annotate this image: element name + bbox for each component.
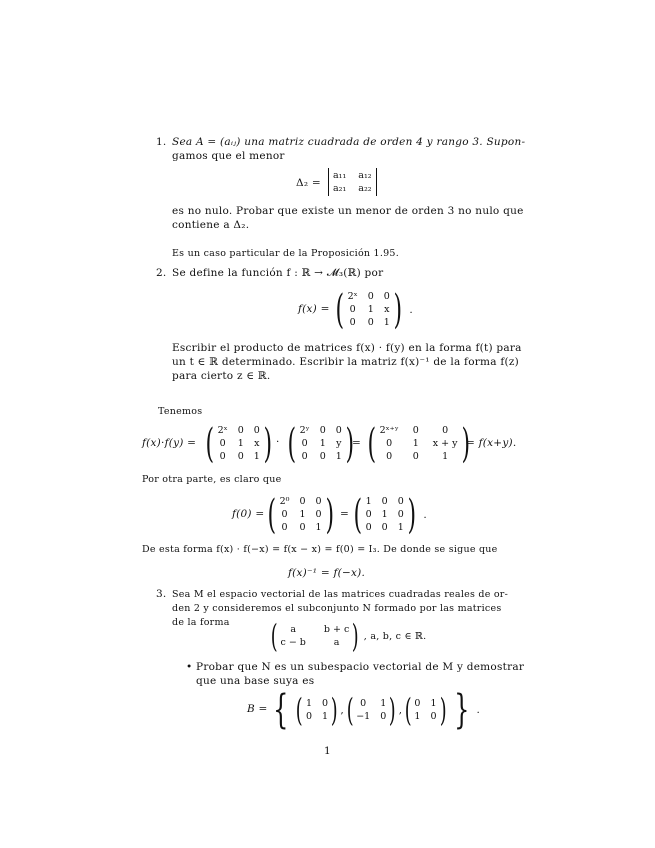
- paren-right: ): [325, 492, 334, 538]
- paren-right: ): [263, 421, 272, 467]
- matrix-grid: [300, 425, 342, 463]
- text-line: Se define la función f : ℝ → 𝓜₃(ℝ) por: [172, 267, 384, 279]
- basis-set: [268, 687, 481, 733]
- cell: a: [333, 636, 340, 648]
- tenemos: Tenemos: [158, 406, 203, 417]
- cell: 0: [380, 710, 387, 722]
- cell: x: [384, 304, 390, 315]
- cell: 1: [253, 451, 260, 462]
- tail: .: [423, 508, 427, 521]
- brace-left: {: [273, 687, 289, 733]
- paren-left: (: [367, 421, 377, 467]
- text-line: contiene a Δ₂.: [172, 219, 250, 231]
- text-line: Por otra parte, es claro que: [142, 474, 282, 485]
- text-line: un t ∈ ℝ determinado. Escribir la matriz f(x)⁻¹ de la forma f(z): [172, 356, 519, 368]
- matrix-grid: [380, 425, 458, 463]
- cell: 0: [386, 438, 393, 449]
- comma: ,: [340, 704, 344, 716]
- page-number: 1: [324, 745, 331, 757]
- paren-left: (: [353, 492, 363, 538]
- cell: 1: [237, 438, 244, 449]
- delta-lhs: Δ₂ =: [296, 177, 321, 189]
- matrix-grid: [414, 698, 436, 723]
- paren-right: ): [352, 617, 359, 655]
- item-number: 2.: [156, 267, 167, 279]
- text-line: para cierto z ∈ ℝ.: [172, 370, 271, 382]
- cell: 1: [367, 304, 374, 315]
- cell: a: [290, 623, 297, 635]
- cell: 0: [381, 496, 388, 507]
- matrix-f: [332, 287, 413, 333]
- det-bar-right: [376, 168, 377, 196]
- det-cell: a₂₁: [333, 182, 347, 194]
- cell: 0: [383, 291, 390, 302]
- matrix-f0: [264, 492, 337, 538]
- determinant: [324, 168, 381, 196]
- cell: 1: [335, 451, 342, 462]
- cell: 0: [237, 451, 244, 462]
- paren-left: (: [296, 691, 304, 729]
- matrix-form: [268, 617, 427, 655]
- cell: 0: [367, 317, 374, 328]
- matrix-identity: [350, 492, 427, 538]
- cell: 1: [430, 697, 437, 709]
- cell: y: [336, 438, 342, 449]
- cell: 1: [414, 710, 421, 722]
- cell: 0: [315, 509, 322, 520]
- det-cell: a₂₂: [358, 182, 372, 194]
- dot-operator: ·: [276, 436, 280, 448]
- cell: 0: [335, 425, 342, 436]
- paren-right: ): [439, 691, 447, 729]
- cell: 2ˣ: [347, 291, 358, 302]
- cell: 0: [349, 304, 356, 315]
- cell: 1: [319, 438, 326, 449]
- text-line: Escribir el producto de matrices f(x) · f(y) en la forma f(t) para: [172, 342, 522, 354]
- cell: 0: [367, 291, 374, 302]
- equals: =: [352, 437, 362, 449]
- cell: 0: [365, 522, 372, 533]
- paren-right: ): [389, 691, 396, 729]
- cell: b + c: [323, 623, 350, 635]
- matrix-fxy: [364, 421, 473, 467]
- cell: −1: [356, 710, 371, 722]
- det-grid: [333, 170, 372, 195]
- bullet: •: [186, 661, 193, 673]
- cell: 0: [301, 438, 308, 449]
- cell: 0: [305, 710, 312, 722]
- cell: 0: [442, 425, 449, 436]
- matrix-fx: [202, 421, 275, 467]
- cell: 0: [397, 496, 404, 507]
- cell: 0: [414, 697, 421, 709]
- inverse-formula: f(x)⁻¹ = f(−x).: [288, 567, 366, 579]
- cell: 0: [301, 451, 308, 462]
- paren-left: (: [346, 691, 354, 729]
- cell: 1: [365, 496, 372, 507]
- cell: c − b: [280, 636, 306, 648]
- cell: x + y: [432, 438, 458, 449]
- paren-right: ): [393, 287, 402, 333]
- paren-right: ): [330, 691, 338, 729]
- cell: 0: [412, 425, 419, 436]
- matrix-grid: [356, 698, 386, 723]
- f0-lhs: f(0) =: [232, 508, 265, 520]
- cell: x: [254, 438, 260, 449]
- text-line: Probar que N es un subespacio vectorial de M y demostrar: [196, 661, 525, 673]
- text-line: de la forma: [172, 617, 230, 628]
- det-cell: a₁₁: [333, 169, 347, 181]
- paren-left: (: [335, 287, 345, 333]
- text-line: que una base suya es: [196, 675, 315, 687]
- cell: 0: [360, 697, 367, 709]
- cell: 1: [383, 317, 390, 328]
- text-line: den 2 y consideremos el subconjunto N formado por las matrices: [172, 603, 502, 614]
- cell: 2⁰: [279, 496, 290, 507]
- cell: 1: [315, 522, 322, 533]
- cell: 0: [365, 509, 372, 520]
- text-line: Sea M el espacio vectorial de las matrices cuadradas reales de or-: [172, 589, 509, 600]
- cell: 1: [380, 697, 387, 709]
- paren-left: (: [404, 691, 412, 729]
- paren-left: (: [267, 492, 277, 538]
- cell: 1: [299, 509, 306, 520]
- cell: 1: [321, 710, 329, 722]
- cell: 0: [253, 425, 260, 436]
- cell: 2ˣ⁺ʸ: [379, 425, 399, 436]
- text-line: De esta forma f(x) · f(−x) = f(x − x) = f(0) = I₃. De donde se sigue que: [142, 544, 498, 555]
- paren-right: ): [461, 421, 470, 467]
- paren-right: ): [345, 421, 354, 467]
- det-cell: a₁₂: [358, 169, 372, 181]
- f-lhs: f(x) =: [298, 303, 330, 315]
- cell: 1: [397, 522, 404, 533]
- cell: 1: [442, 451, 449, 462]
- paren-left: (: [270, 617, 278, 655]
- tail: .: [476, 703, 481, 716]
- matrix-fy: [284, 421, 357, 467]
- text-line: es no nulo. Probar que existe un menor de orden 3 no nulo que: [172, 205, 524, 217]
- matrix-grid: [280, 496, 322, 534]
- paren-left: (: [287, 421, 297, 467]
- item-number: 1.: [156, 136, 167, 148]
- cell: 0: [319, 451, 326, 462]
- paren-left: (: [205, 421, 215, 467]
- product-rhs: = f(x+y).: [466, 437, 517, 449]
- cell: 0: [381, 522, 388, 533]
- note-line: Es un caso particular de la Proposición 1.95.: [172, 248, 399, 259]
- brace-right: }: [454, 687, 470, 733]
- tail: .: [409, 303, 413, 316]
- cell: 0: [319, 425, 326, 436]
- equals: =: [340, 508, 350, 520]
- cell: 0: [219, 451, 226, 462]
- cell: 0: [321, 697, 329, 709]
- matrix-grid: [366, 496, 404, 534]
- cell: 1: [381, 509, 388, 520]
- cell: 1: [305, 697, 312, 709]
- cell: 0: [386, 451, 393, 462]
- basis-lhs: B =: [247, 703, 268, 715]
- cell: 0: [412, 451, 419, 462]
- cell: 2ʸ: [299, 425, 310, 436]
- cell: 2ˣ: [217, 425, 228, 436]
- cell: 0: [281, 509, 288, 520]
- text-line: Sea A = (aᵢⱼ) una matriz cuadrada de orden 4 y rango 3. Supon-: [172, 136, 526, 148]
- matrix-grid: [280, 624, 349, 649]
- cell: 0: [349, 317, 356, 328]
- matrix-grid: [306, 698, 328, 723]
- cell: 0: [315, 496, 322, 507]
- product-lhs: f(x)·f(y) =: [142, 437, 197, 449]
- matrix-grid: [218, 425, 260, 463]
- comma: ,: [398, 704, 402, 716]
- item-number: 3.: [156, 588, 167, 600]
- matrix-grid: [348, 291, 390, 329]
- cell: 0: [219, 438, 226, 449]
- det-bar-left: [328, 168, 329, 196]
- cell: 0: [299, 496, 306, 507]
- cell: 0: [430, 710, 437, 722]
- cell: 0: [299, 522, 306, 533]
- text-line: gamos que el menor: [172, 150, 285, 162]
- paren-right: ): [407, 492, 416, 538]
- cell: 1: [412, 438, 419, 449]
- cell: 0: [281, 522, 288, 533]
- cell: 0: [237, 425, 244, 436]
- cell: 0: [397, 509, 404, 520]
- form-tail: , a, b, c ∈ ℝ.: [363, 630, 427, 642]
